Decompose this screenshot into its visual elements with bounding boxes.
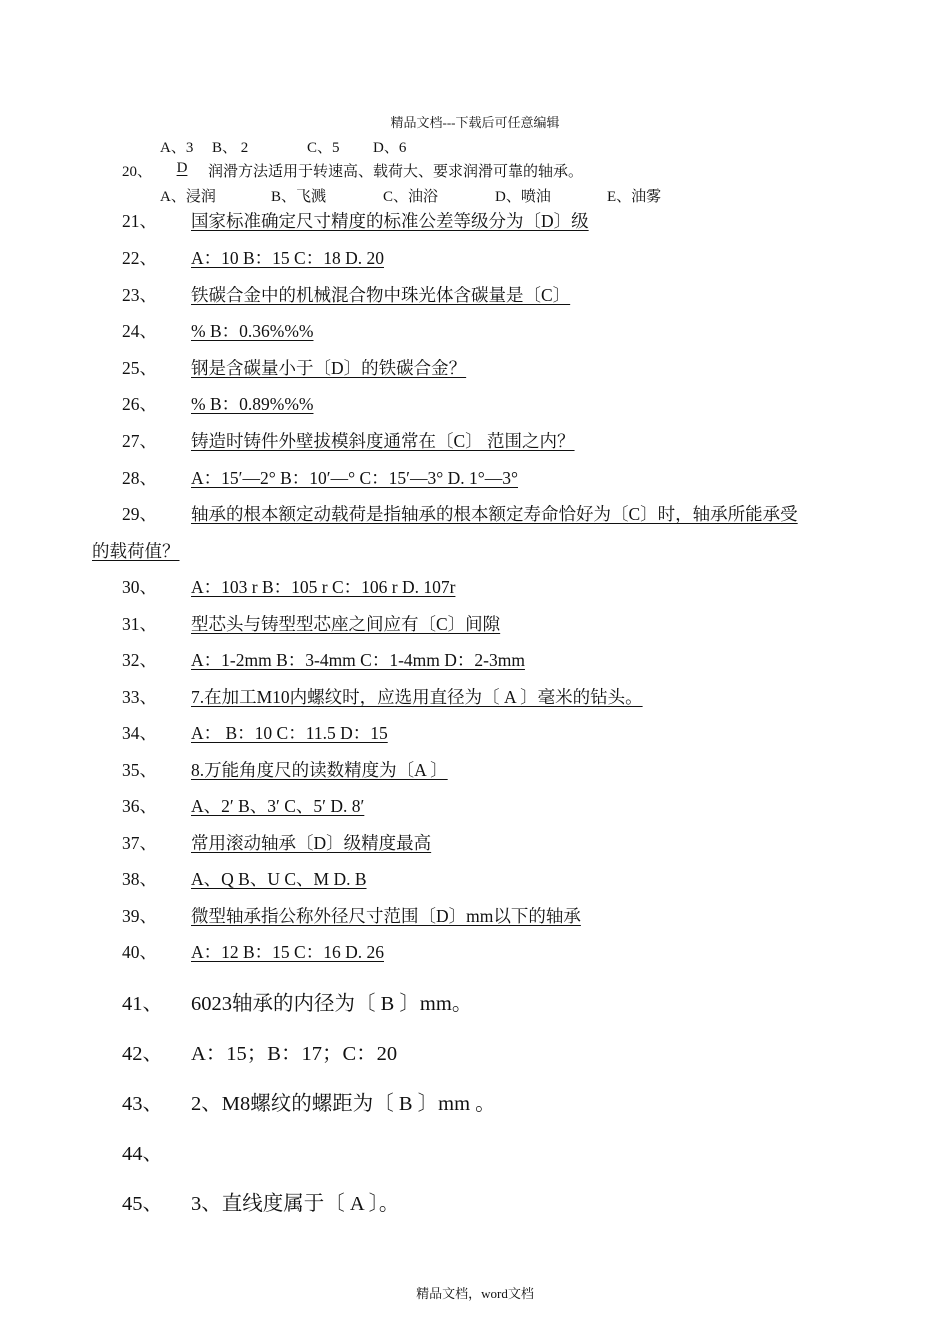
- item-number: 34、: [122, 723, 157, 743]
- option-c: C、油浴: [383, 189, 439, 205]
- option-c: C、5: [307, 140, 340, 156]
- item-number: 33、: [122, 687, 157, 707]
- item-text-continuation: 的载荷值？: [92, 541, 180, 561]
- option-b: B、 2: [212, 140, 249, 156]
- option-e: E、油雾: [607, 189, 662, 205]
- item-text: A、2′ B、3′ C、5′ D. 8′: [191, 796, 365, 816]
- item-text: 常用滚动轴承〔D〕级精度最高: [191, 833, 432, 853]
- item-text: 轴承的根本额定动载荷是指轴承的根本额定寿命恰好为〔C〕时，轴承所能承受: [191, 504, 798, 524]
- page-header: 精品文档---下载后可任意编辑: [390, 115, 560, 130]
- item-number: 30、: [122, 577, 157, 597]
- question-text: 润滑方法适用于转速高、载荷大、要求润滑可靠的轴承。: [208, 164, 584, 180]
- item-text: 6023轴承的内径为〔 B 〕mm。: [191, 993, 473, 1015]
- item-number: 39、: [122, 906, 157, 926]
- option-d: D、6: [373, 140, 407, 156]
- item-text: A：15；B：17；C：20: [191, 1043, 398, 1065]
- item-text: A：10 B：15 C：18 D. 20: [191, 248, 384, 268]
- item-number: 26、: [122, 394, 157, 414]
- item-text: A： B：10 C：11.5 D：15: [191, 723, 388, 743]
- answer-blank: D: [176, 160, 188, 176]
- item-text: 型芯头与铸型型芯座之间应有〔C〕间隙: [191, 614, 501, 634]
- option-a: A、浸润: [160, 189, 216, 205]
- item-number: 45、: [122, 1193, 163, 1215]
- item-number: 44、: [122, 1143, 163, 1165]
- item-number: 25、: [122, 358, 157, 378]
- item-text: 3、直线度属于〔 A 〕。: [191, 1193, 400, 1215]
- item-text: 2、M8螺纹的螺距为〔 B 〕mm 。: [191, 1093, 496, 1115]
- item-number: 43、: [122, 1093, 163, 1115]
- item-number: 38、: [122, 869, 157, 889]
- item-number: 21、: [122, 211, 157, 231]
- page-footer: 精品文档，word文档: [416, 1286, 534, 1301]
- item-number: 24、: [122, 321, 157, 341]
- option-d: D、喷油: [495, 189, 551, 205]
- item-text: A、Q B、U C、M D. B: [191, 869, 367, 889]
- item-text: A：103 r B：105 r C：106 r D. 107r: [191, 577, 456, 597]
- item-number: 28、: [122, 468, 157, 488]
- item-number: 22、: [122, 248, 157, 268]
- item-number: 36、: [122, 796, 157, 816]
- item-text: % B：0.89%%%: [191, 394, 314, 414]
- item-text: A：1-2mm B：3-4mm C：1-4mm D：2-3mm: [191, 650, 525, 670]
- item-number: 40、: [122, 942, 157, 962]
- item-text: 钢是含碳量小于〔D〕的铁碳合金？: [191, 358, 467, 378]
- item-text: A：15′—2° B：10′—° C：15′—3° D. 1°—3°: [191, 468, 518, 488]
- item-number: 29、: [122, 504, 157, 524]
- item-text: 铸造时铸件外壁拔模斜度通常在〔C〕 范围之内？: [191, 431, 575, 451]
- item-number: 35、: [122, 760, 157, 780]
- item-number: 31、: [122, 614, 157, 634]
- item-number: 32、: [122, 650, 157, 670]
- option-a: A、3: [160, 140, 194, 156]
- option-b: B、飞溅: [271, 189, 327, 205]
- item-text: 7.在加工M10内螺纹时，应选用直径为〔 A 〕毫米的钻头。: [191, 687, 643, 707]
- question-number: 20、: [122, 164, 153, 180]
- item-text: 微型轴承指公称外径尺寸范围〔D〕mm以下的轴承: [191, 906, 581, 926]
- item-text: % B：0.36%%%: [191, 321, 314, 341]
- item-text: 国家标准确定尺寸精度的标准公差等级分为〔D〕级: [191, 211, 589, 231]
- item-number: 27、: [122, 431, 157, 451]
- item-number: 23、: [122, 285, 157, 305]
- item-number: 41、: [122, 993, 163, 1015]
- item-text: A：12 B：15 C：16 D. 26: [191, 942, 384, 962]
- item-text: 8.万能角度尺的读数精度为〔A 〕: [191, 760, 448, 780]
- item-number: 37、: [122, 833, 157, 853]
- item-number: 42、: [122, 1043, 163, 1065]
- item-text: 铁碳合金中的机械混合物中珠光体含碳量是〔C〕: [191, 285, 571, 305]
